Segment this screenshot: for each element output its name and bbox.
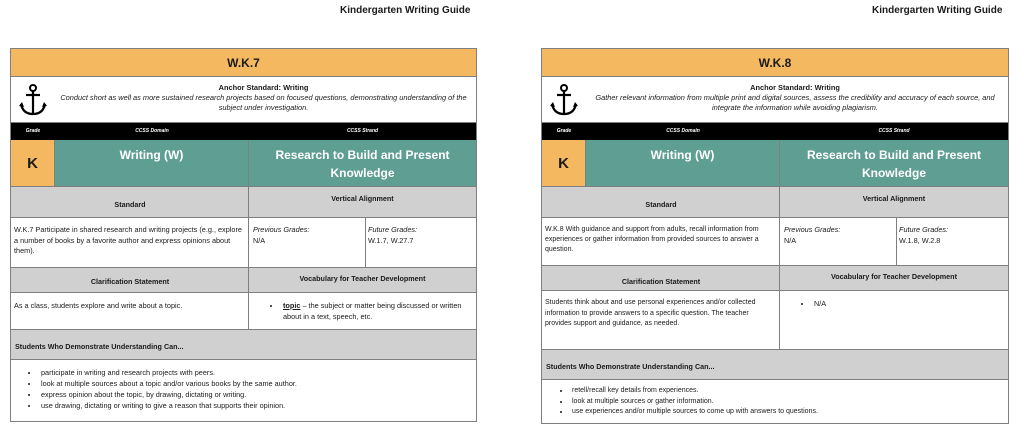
grade-label: Grade [556, 128, 572, 134]
students-list-item: • look at multiple sources about a topic and/or various books by the same author. [39, 378, 476, 389]
strand-label: CCSS Strand [346, 128, 379, 134]
standard-header-row [542, 187, 1008, 218]
students-list-item: • express opinion about the topic, by drawing, dictating or writing. [39, 389, 476, 400]
future-grades [368, 225, 473, 246]
label-bar [542, 123, 1008, 140]
anchor-standard-row [542, 77, 1008, 123]
anchor-icon [548, 83, 580, 117]
students-header: Students Who Demonstrate Understanding Can... [546, 362, 715, 371]
standard-code: W.K.7 [11, 49, 476, 77]
strand-label: CCSS Strand [878, 128, 910, 134]
clarification-header-row [542, 265, 1008, 291]
anchor-description: Conduct short as well as more sustained research projects based on focused questions, demonstrating understanding of the subject under investigation. [60, 93, 467, 112]
grade-domain-strand-row [11, 140, 476, 187]
label-bar [11, 123, 476, 140]
standard-text: W.K.7 Participate in shared research and writing projects (e.g., explore a number of books by a favorite author and express opinions about them). [14, 225, 242, 255]
domain-value: Writing (W) [55, 140, 249, 186]
clarification-header: Clarification Statement [621, 277, 701, 286]
future-grades-value: W.1.8, W.2.8 [899, 235, 941, 245]
previous-grades-value: N/A [253, 235, 266, 245]
standard-header-row [11, 187, 476, 218]
standard-card-wk7 [10, 48, 477, 422]
standard-header: Standard [114, 200, 146, 209]
standard-card-wk8 [541, 48, 1009, 424]
clarification-header-row [11, 267, 476, 293]
domain-value: Writing (W) [586, 140, 780, 186]
grade-domain-strand-row [542, 140, 1008, 187]
grade-value: K [11, 140, 55, 186]
students-header-row [11, 329, 476, 360]
domain-label: CCSS Domain [135, 128, 169, 134]
grade-value: K [542, 140, 586, 186]
future-grades-label: Future Grades: [899, 225, 949, 234]
previous-grades-value: N/A [784, 235, 797, 245]
students-list-item: • use experiences and/or multiple sources to come up with answers to questions. [570, 407, 1008, 418]
clarification-text: As a class, students explore and write about a topic. [14, 301, 183, 310]
page-header-right: Kindergarten Writing Guide [872, 5, 1003, 16]
previous-grades [253, 225, 363, 246]
anchor-standard-row [11, 77, 476, 123]
strand-value: Research to Build and Present Knowledge [249, 140, 476, 186]
previous-grades-label: Previous Grades: [784, 225, 841, 234]
clarification-header: Clarification Statement [90, 277, 170, 286]
future-grades-value: W.1.7, W.27.7 [368, 235, 414, 245]
clarification-text: Students think about and use personal experiences and/or collected information to provide answers to a specific question. The teacher provides support and guidance, as needed. [545, 299, 756, 327]
anchor-description: Gather relevant information from multiple print and digital sources, assess the credibility and accuracy of each source, and integrate the information while avoiding plagiarism. [595, 93, 995, 112]
students-list [11, 367, 476, 411]
students-list [542, 386, 1008, 418]
vocabulary-term: topic [283, 301, 301, 310]
vocabulary-header: Vocabulary for Teacher Development [299, 274, 426, 283]
anchor-text [588, 83, 1002, 113]
future-grades [899, 225, 1005, 246]
strand-value: Research to Build and Present Knowledge [780, 140, 1008, 186]
previous-grades [784, 225, 894, 246]
anchor-title: Anchor Standard: Writing [218, 83, 309, 92]
vertical-alignment-header: Vertical Alignment [331, 194, 394, 203]
page-header-left: Kindergarten Writing Guide [340, 5, 471, 16]
domain-label: CCSS Domain [666, 128, 700, 134]
anchor-icon [17, 83, 49, 117]
anchor-title: Anchor Standard: Writing [750, 83, 840, 92]
vocabulary-list [782, 298, 1007, 309]
students-list-item: • participate in writing and research projects with peers. [39, 367, 476, 378]
vocabulary-item: • N/A [812, 298, 1007, 309]
standard-code: W.K.8 [542, 49, 1008, 77]
future-grades-label: Future Grades: [368, 225, 418, 234]
vocabulary-header: Vocabulary for Teacher Development [831, 272, 957, 281]
students-list-item: • look at multiple sources or gather information. [570, 397, 1008, 408]
standard-header: Standard [645, 200, 677, 209]
vocabulary-definition: – the subject or matter being discussed or written about in a text, speech, etc. [283, 301, 462, 321]
anchor-text [57, 83, 470, 113]
students-header-row [542, 349, 1008, 380]
students-list-item: • use drawing, dictating or writing to give a reason that supports their opinion. [39, 400, 476, 411]
students-header: Students Who Demonstrate Understanding Can... [15, 342, 184, 351]
previous-grades-label: Previous Grades: [253, 225, 310, 234]
vocabulary-item [281, 300, 476, 322]
vertical-alignment-header: Vertical Alignment [862, 194, 926, 203]
standard-text: W.K.8 With guidance and support from adults, recall information from experiences or gather information from provided sources to answer a question. [545, 226, 759, 253]
students-list-item: • retell/recall key details from experiences. [570, 386, 1008, 397]
vocabulary-list [251, 300, 476, 322]
grade-label: Grade [25, 128, 41, 134]
